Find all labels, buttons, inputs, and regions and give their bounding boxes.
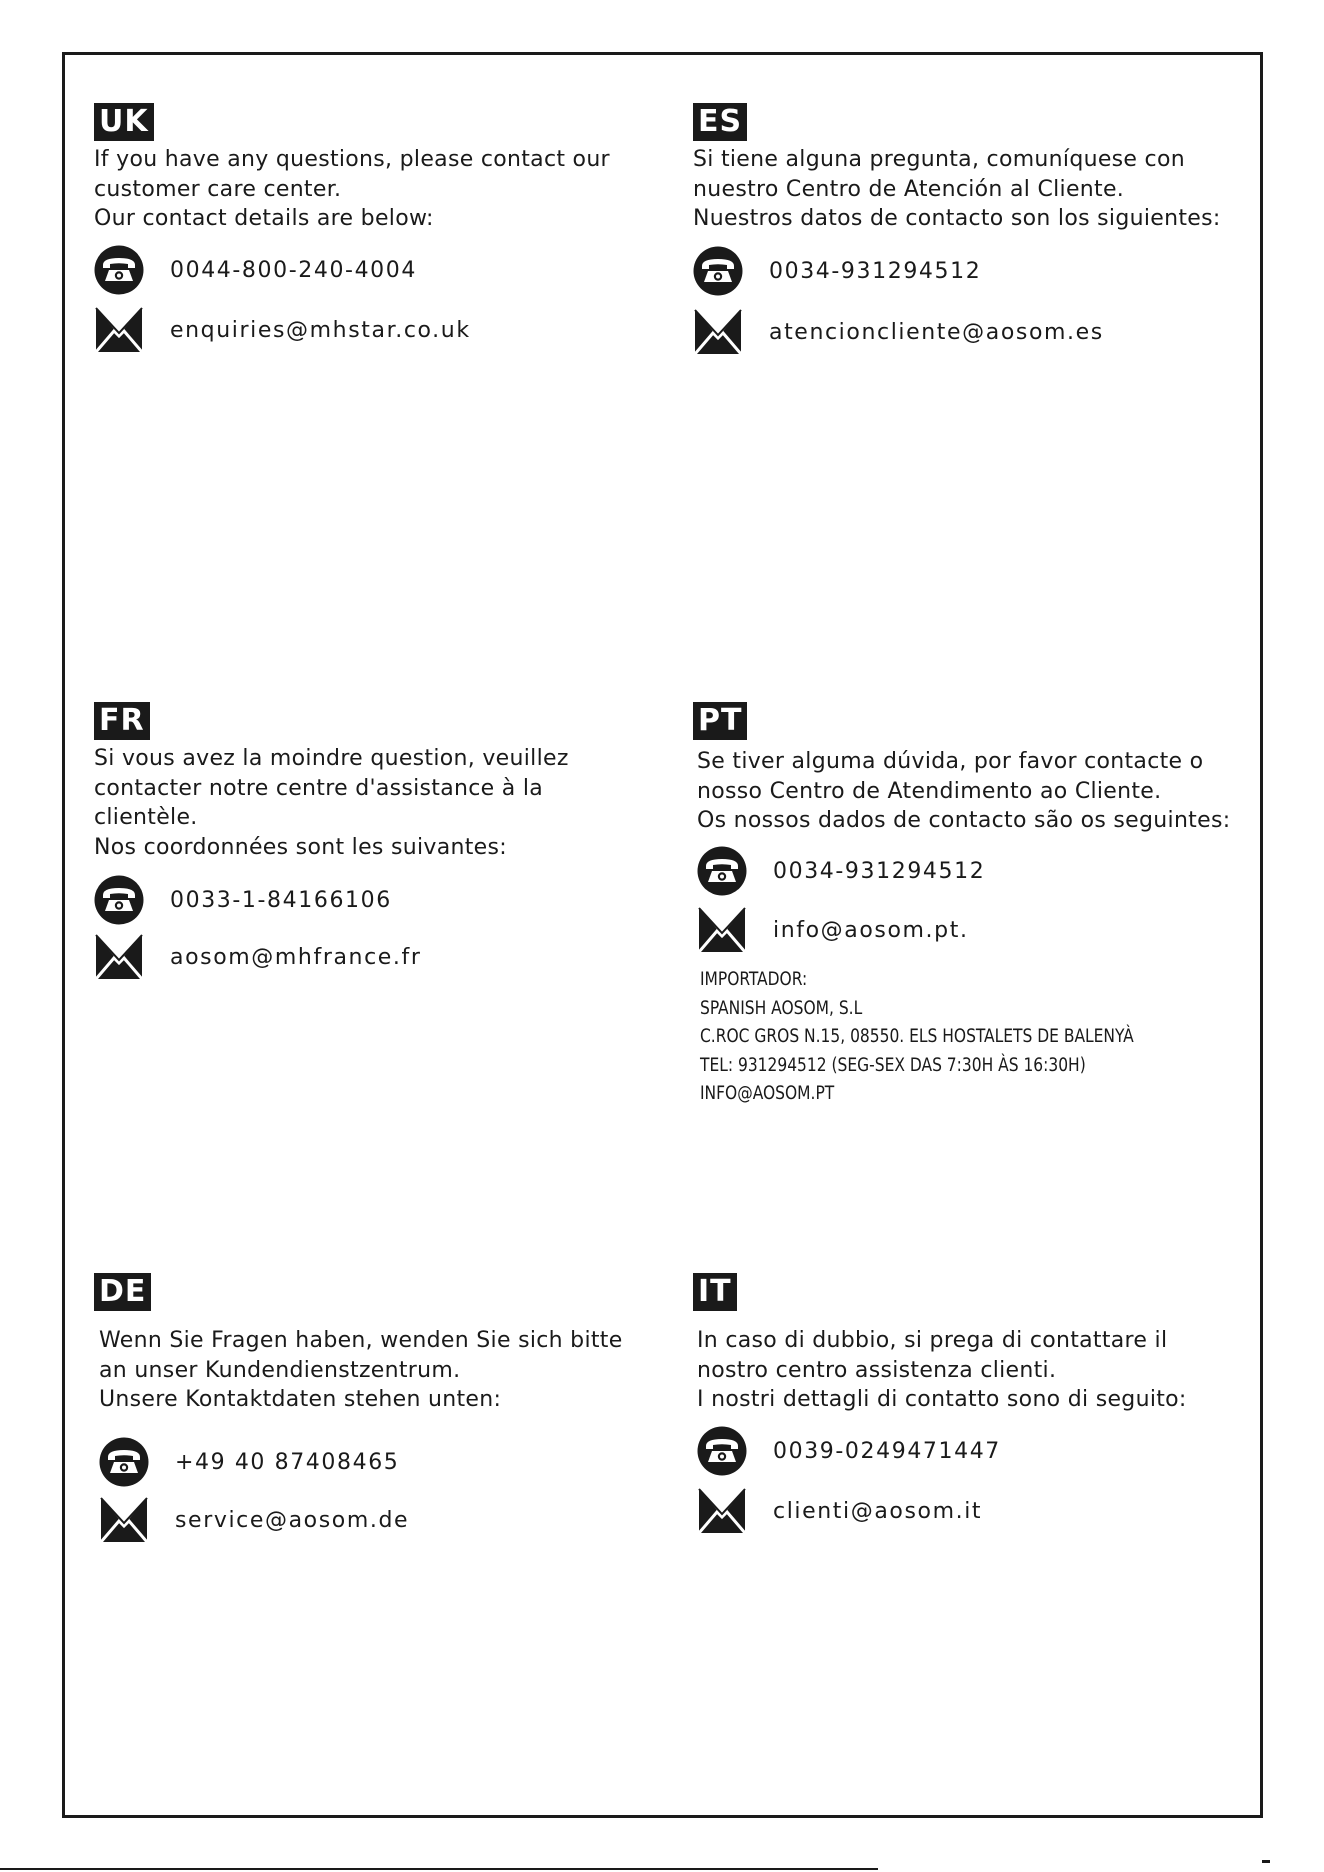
text-line: Si vous avez la moindre question, veuillez	[94, 746, 569, 771]
text-line: customer care center.	[94, 176, 342, 202]
bottom-rule	[0, 1868, 878, 1870]
telephone-icon	[94, 875, 144, 925]
envelope-icon	[697, 905, 747, 955]
email-row-uk	[94, 305, 471, 355]
text-line: Unsere Kontaktdaten stehen unten:	[99, 1387, 502, 1412]
importer-line: INFO@AOSOM.PT	[700, 1083, 835, 1104]
contact-text-uk	[94, 145, 654, 234]
phone-number-es: 0034-931294512	[769, 258, 982, 284]
envelope-icon	[94, 932, 144, 982]
text-line: Our contact details are below:	[94, 206, 434, 231]
importer-line: TEL: 931294512 (SEG-SEX DAS 7:30H ÀS 16:30H)	[700, 1054, 1086, 1076]
telephone-icon	[697, 1426, 747, 1476]
telephone-icon	[697, 846, 747, 896]
email-row-es	[693, 307, 1104, 357]
importer-line: IMPORTADOR:	[700, 969, 808, 990]
text-line: Se tiver alguma dúvida, por favor contacte o	[697, 749, 1204, 774]
email-row-fr	[94, 932, 422, 982]
email-address-uk[interactable]: enquiries@mhstar.co.uk	[170, 317, 471, 343]
section-it	[693, 1273, 1253, 1415]
text-line: I nostri dettagli di contatto sono di seguito:	[697, 1387, 1187, 1412]
text-line: Os nossos dados de contacto são os seguintes:	[697, 808, 1231, 833]
envelope-icon	[693, 307, 743, 357]
section-es	[693, 103, 1253, 234]
text-line: If you have any questions, please contact our	[94, 147, 610, 172]
text-line: Nos coordonnées sont les suivantes:	[94, 834, 507, 860]
country-badge-it: IT	[693, 1273, 737, 1311]
phone-row-it	[697, 1426, 1001, 1476]
text-line: Nuestros datos de contacto son los siguientes:	[693, 206, 1221, 231]
phone-number-fr: 0033-1-84166106	[170, 887, 392, 913]
phone-row-de	[99, 1437, 399, 1487]
email-address-it[interactable]: clienti@aosom.it	[773, 1498, 983, 1524]
phone-row-fr	[94, 875, 392, 925]
text-line: an unser Kundendienstzentrum.	[99, 1357, 461, 1383]
country-badge-fr: FR	[94, 702, 150, 740]
text-line: clientèle.	[94, 805, 198, 830]
email-address-es[interactable]: atencioncliente@aosom.es	[769, 319, 1104, 345]
telephone-icon	[99, 1437, 149, 1487]
section-pt	[693, 702, 1253, 836]
country-badge-pt: PT	[693, 702, 747, 740]
contact-text-pt	[697, 747, 1253, 836]
text-line: contacter notre centre d'assistance à la	[94, 775, 544, 801]
email-address-de[interactable]: service@aosom.de	[175, 1507, 410, 1533]
email-address-pt[interactable]: info@aosom.pt.	[773, 917, 969, 943]
corner-tick	[1262, 1860, 1270, 1863]
importer-line: SPANISH AOSOM, S.L	[700, 997, 863, 1019]
phone-row-es	[693, 246, 981, 296]
importer-details	[700, 966, 1134, 1109]
envelope-icon	[697, 1486, 747, 1536]
section-fr	[94, 702, 654, 862]
phone-row-uk	[94, 245, 417, 295]
text-line: nosso Centro de Atendimento ao Cliente.	[697, 778, 1162, 804]
telephone-icon	[693, 246, 743, 296]
contact-text-de	[99, 1326, 654, 1415]
text-line: Wenn Sie Fragen haben, wenden Sie sich bitte	[99, 1328, 623, 1353]
contact-text-fr	[94, 744, 654, 862]
phone-number-it: 0039-0249471447	[773, 1438, 1001, 1464]
importer-line: C.ROC GROS N.15, 08550. ELS HOSTALETS DE BALENYÀ	[700, 1026, 1134, 1047]
phone-number-pt: 0034-931294512	[773, 858, 986, 884]
section-de	[94, 1273, 654, 1415]
text-line: Si tiene alguna pregunta, comuníquese con	[693, 147, 1185, 172]
contact-text-es	[693, 145, 1253, 234]
phone-number-uk: 0044-800-240-4004	[170, 257, 417, 283]
text-line: In caso di dubbio, si prega di contattare il	[697, 1328, 1168, 1353]
section-uk	[94, 103, 654, 234]
phone-row-pt	[697, 846, 985, 896]
phone-number-de: +49 40 87408465	[175, 1449, 400, 1475]
email-row-it	[697, 1486, 982, 1536]
envelope-icon	[94, 305, 144, 355]
country-badge-uk: UK	[94, 103, 154, 141]
text-line: nuestro Centro de Atención al Cliente.	[693, 176, 1125, 202]
email-address-fr[interactable]: aosom@mhfrance.fr	[170, 944, 422, 970]
contact-text-it	[697, 1326, 1253, 1415]
country-badge-de: DE	[94, 1273, 151, 1311]
telephone-icon	[94, 245, 144, 295]
envelope-icon	[99, 1495, 149, 1545]
email-row-pt	[697, 905, 969, 955]
email-row-de	[99, 1495, 409, 1545]
text-line: nostro centro assistenza clienti.	[697, 1357, 1057, 1383]
country-badge-es: ES	[693, 103, 747, 141]
